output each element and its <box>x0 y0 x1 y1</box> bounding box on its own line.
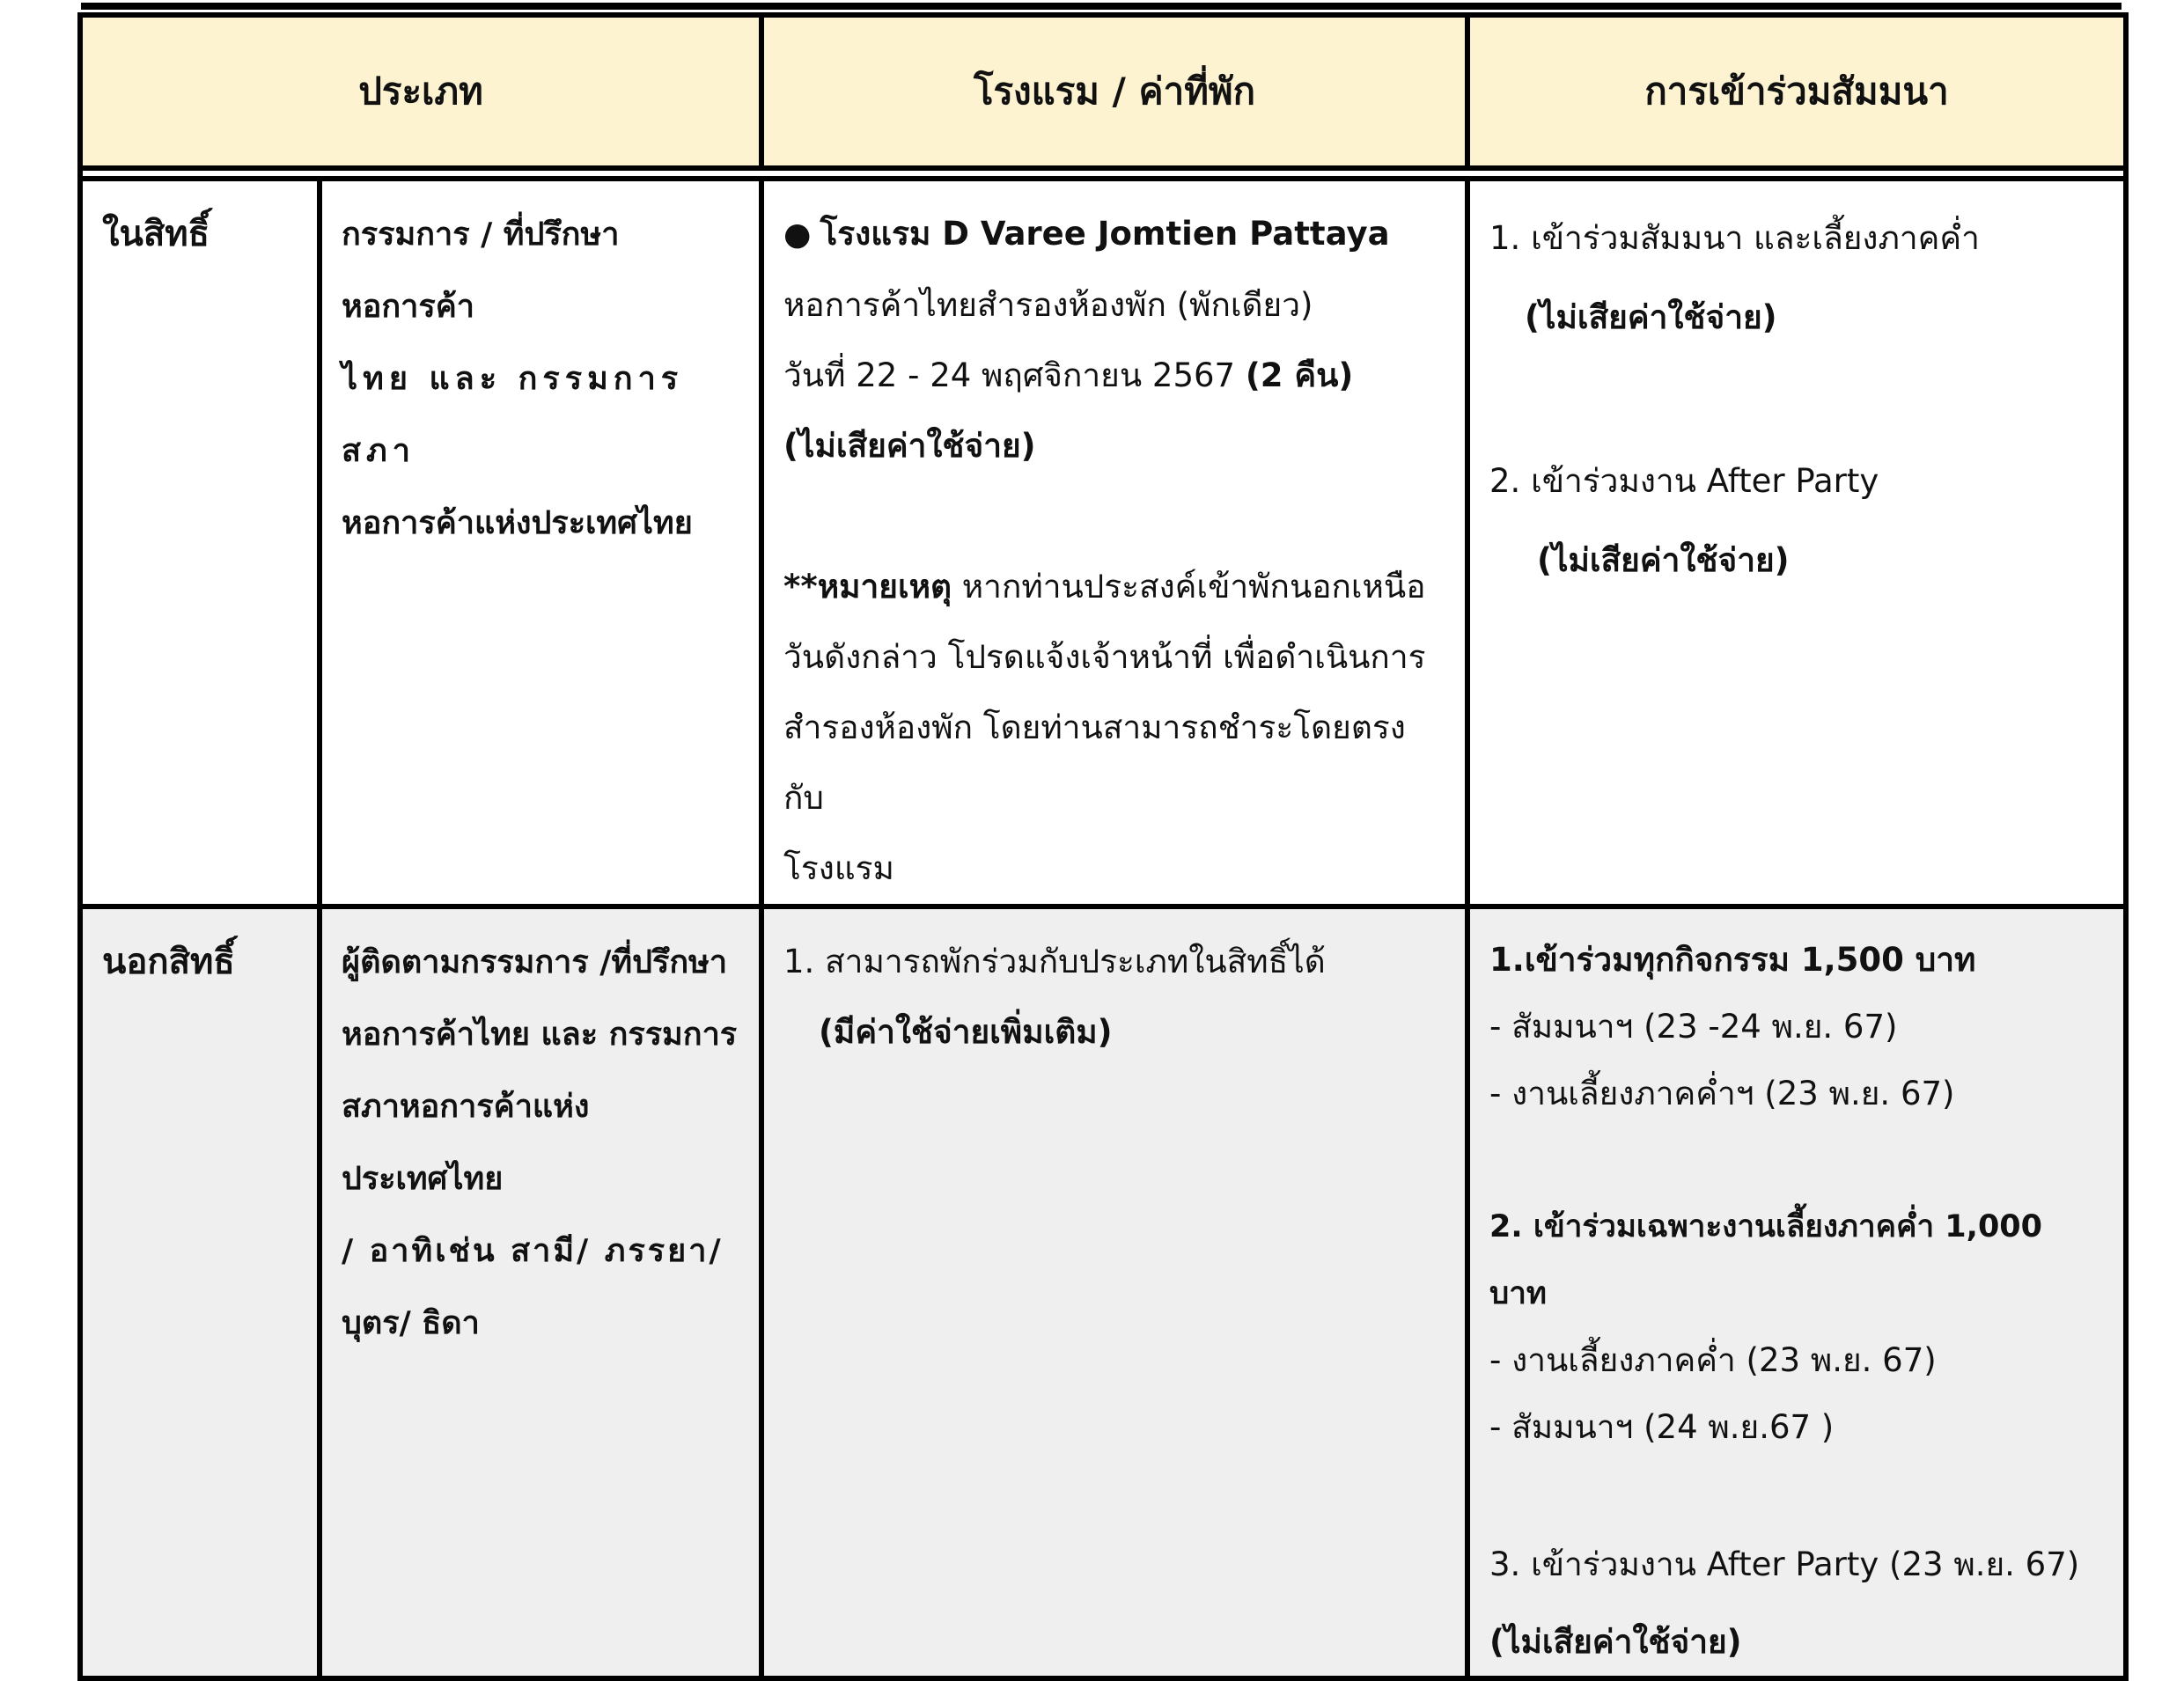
bullet-icon: ● <box>783 217 812 253</box>
hotel-line: หอการค้าไทยสำรองห้องพัก (พักเดียว) <box>783 286 1313 324</box>
type-label-in: ในสิทธิ์ <box>102 214 210 254</box>
table-row-in-right <box>80 179 2126 907</box>
option-line: 3. เข้าร่วมงาน After Party (23 พ.ย. 67) <box>1489 1545 2080 1583</box>
subtype-cell-out <box>320 907 761 1678</box>
header-hotel: โรงแรม / ค่าที่พัก <box>761 15 1467 168</box>
subtype-line: ไทย และ กรรมการสภา <box>342 361 684 469</box>
seminar-cell-out <box>1467 907 2126 1678</box>
note-text: หากท่านประสงค์เข้าพักนอกเหนือ <box>952 568 1426 606</box>
option-line: - งานเลี้ยงภาคค่ำฯ (23 พ.ย. 67) <box>1489 1075 1955 1112</box>
hotel-nights: (2 คืน) <box>1245 356 1354 394</box>
subtype-cell-in <box>320 179 761 907</box>
seminar-item: 1. เข้าร่วมสัมมนา และเลี้ยงภาคค่ำ <box>1489 219 1980 257</box>
hotel-dates-text: วันที่ 22 - 24 พฤศจิกายน 2567 <box>783 356 1246 394</box>
seminar-item: 2. เข้าร่วมงาน After Party <box>1489 462 1879 500</box>
subtype-line: หอการค้าแห่งประเทศไทย <box>342 505 693 541</box>
type-cell-out <box>80 907 320 1678</box>
seminar-free: (ไม่เสียค่าใช้จ่าย) <box>1537 541 1790 579</box>
table-header-row <box>80 15 2126 168</box>
option-line: - สัมมนาฯ (23 -24 พ.ย. 67) <box>1489 1008 1898 1046</box>
hotel-extra-cost: (มีค่าใช้จ่ายเพิ่มเติม) <box>819 1013 1113 1051</box>
note-text: โรงแรม <box>783 849 894 887</box>
hotel-dates <box>783 341 1445 411</box>
hotel-name-line <box>783 199 1445 270</box>
subtype-line: บุตร/ ธิดา <box>342 1305 480 1341</box>
header-type: ประเภท <box>80 15 761 168</box>
subtype-line: / อาทิเช่น สามี/ ภรรยา/ <box>342 1233 724 1269</box>
table-row-out-right <box>80 907 2126 1678</box>
hotel-name: โรงแรม D Varee Jomtien Pattaya <box>820 215 1390 253</box>
type-cell-in <box>80 179 320 907</box>
seminar-cell-in <box>1467 179 2126 907</box>
header-separator <box>80 168 2126 179</box>
subtype-line: กรรมการ / ที่ปรึกษาหอการค้า <box>342 217 620 325</box>
option-line: - สัมมนาฯ (24 พ.ย.67 ) <box>1489 1408 1835 1446</box>
option-free: (ไม่เสียค่าใช้จ่าย) <box>1489 1623 1742 1661</box>
note-text: วันดังกล่าว โปรดแจ้งเจ้าหน้าที่ เพื่อดำเนินการ <box>783 638 1426 676</box>
hotel-note-line <box>783 552 1445 622</box>
option-title: 2. เข้าร่วมเฉพาะงานเลี้ยงภาคค่ำ 1,000 บาท <box>1489 1209 2043 1311</box>
subtype-line: หอการค้าไทย และ กรรมการ <box>342 1017 738 1053</box>
attendance-table <box>77 12 2129 1681</box>
note-label: **หมายเหตุ <box>783 568 952 606</box>
hotel-item: 1. สามารถพักร่วมกับประเภทในสิทธิ์ได้ <box>783 943 1326 980</box>
hotel-cell-in <box>761 179 1467 907</box>
header-seminar: การเข้าร่วมสัมมนา <box>1467 15 2126 168</box>
subtype-line: ผู้ติดตามกรรมการ /ที่ปรึกษา <box>342 944 728 980</box>
note-text: สำรองห้องพัก โดยท่านสามารถชำระโดยตรงกับ <box>783 708 1406 817</box>
option-line: - งานเลี้ยงภาคค่ำ (23 พ.ย. 67) <box>1489 1341 1937 1379</box>
option-title: 1.เข้าร่วมทุกกิจกรรม 1,500 บาท <box>1489 941 1976 979</box>
subtype-line: สภาหอการค้าแห่งประเทศไทย <box>342 1089 590 1197</box>
hotel-free: (ไม่เสียค่าใช้จ่าย) <box>783 427 1036 465</box>
type-label-out: นอกสิทธิ์ <box>102 942 235 982</box>
hotel-cell-out <box>761 907 1467 1678</box>
top-rule <box>81 3 2121 10</box>
seminar-free: (ไม่เสียค่าใช้จ่าย) <box>1525 298 1777 336</box>
